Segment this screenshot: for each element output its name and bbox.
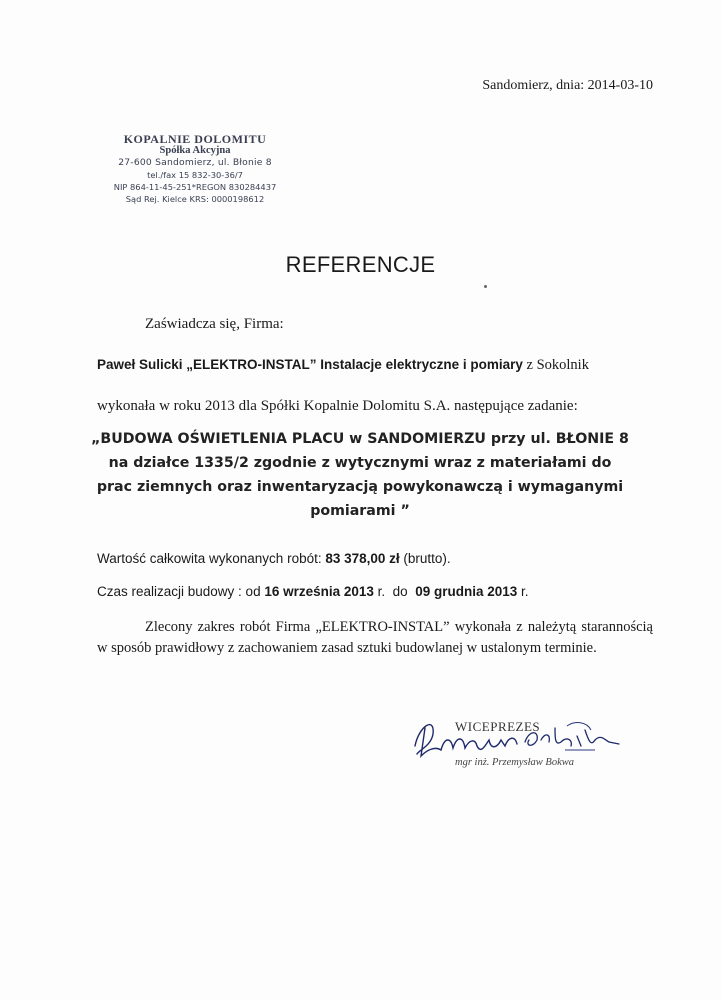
time-suffix: r.	[517, 584, 529, 599]
task-line: prac ziemnych oraz inwentaryzacją powykonawczą i wymaganymi	[96, 479, 624, 495]
intro-text: Zaświadcza się, Firma:	[145, 316, 284, 332]
stamp-krs: Sąd Rej. Kielce KRS: 0000198612	[125, 194, 265, 204]
time-mid: r. do	[373, 584, 416, 599]
task-line: „BUDOWA OŚWIETLENIA PLACU w SANDOMIERZU przy ul. BŁONIE 8	[91, 431, 629, 447]
task-description	[60, 427, 660, 523]
stamp-nip-regon: NIP 864-11-45-251*REGON 830284437	[113, 182, 277, 192]
stamp-company-type: Spółka Akcyjna	[159, 145, 231, 156]
conclusion-paragraph: Zlecony zakres robót Firma „ELEKTRO-INSTAL” wykonała z należytą starannością w sposób prawidłowy z zachowaniem zasad sztuki budowlanej w ustalonym terminie.	[97, 619, 653, 656]
signatory-name: mgr inż. Przemysław Bokwa	[455, 757, 574, 768]
company-line	[97, 357, 589, 374]
scan-speck	[484, 285, 487, 288]
realization-time-line	[97, 584, 529, 599]
handwritten-signature	[405, 706, 645, 786]
task-line: pomiarami ”	[310, 503, 410, 519]
time-label: Czas realizacji budowy : od	[97, 584, 265, 599]
company-location: z Sokolnik	[522, 357, 589, 373]
signature-title: WICEPREZES	[455, 719, 541, 734]
time-end: 09 grudnia 2013	[415, 584, 518, 599]
company-stamp	[100, 133, 290, 205]
task-line: na działce 1335/2 zgodnie z wytycznymi wraz z materiałami do	[108, 455, 612, 471]
value-suffix: (brutto).	[399, 551, 451, 566]
value-label: Wartość całkowita wykonanych robót:	[97, 551, 326, 566]
stamp-phone: tel./fax 15 832-30-36/7	[147, 170, 243, 180]
time-start: 16 września 2013	[264, 584, 374, 599]
place-date: Sandomierz, dnia: 2014-03-10	[482, 78, 653, 93]
total-value-line	[97, 551, 451, 566]
stamp-address: 27-600 Sandomierz, ul. Błonie 8	[118, 157, 272, 168]
document-title: REFERENCJE	[285, 252, 436, 277]
value-amount: 83 378,00 zł	[325, 551, 400, 566]
company-name: Paweł Sulicki „ELEKTRO-INSTAL” Instalacje elektryczne i pomiary	[97, 357, 523, 372]
stamp-company-name: KOPALNIE DOLOMITU	[123, 132, 267, 146]
performed-text: wykonała w roku 2013 dla Spółki Kopalnie Dolomitu S.A. następujące zadanie:	[97, 398, 578, 414]
